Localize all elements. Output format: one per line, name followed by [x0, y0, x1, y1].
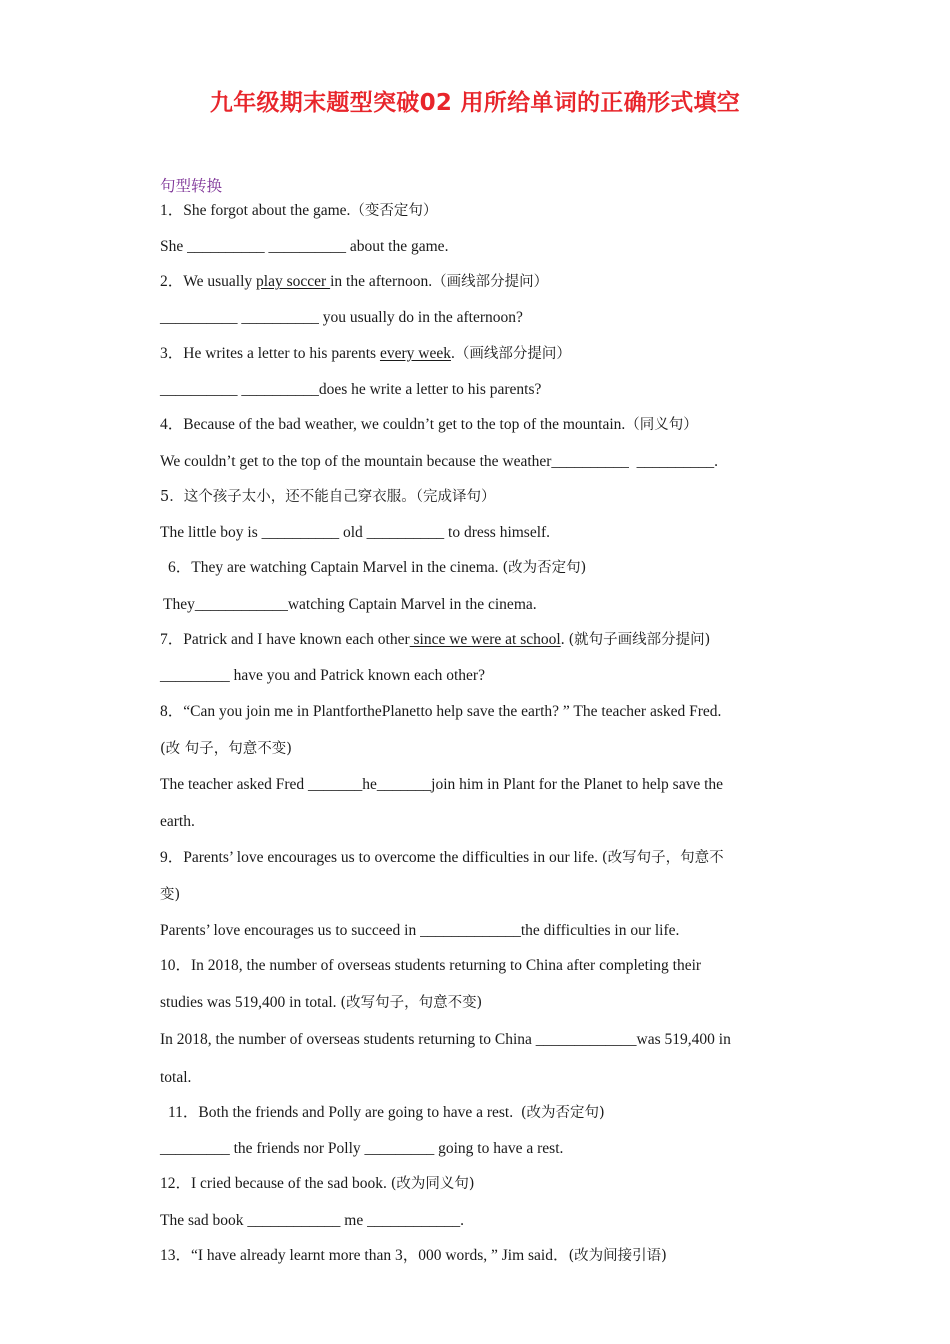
exercise-line: [160, 811, 195, 833]
instruction-note: (改为否定句): [502, 560, 587, 576]
exercise-line: [160, 307, 523, 329]
line-text: total.: [160, 1069, 192, 1086]
exercise-line: [160, 1210, 464, 1232]
line-text: We couldn’t get to the top of the mountain because the weather__________ __________.: [160, 453, 719, 470]
line-text: in the afternoon.: [330, 273, 433, 290]
line-text: 8．“Can you join me in PlantforthePlanetto help save the earth? ” The teacher asked Fred.: [160, 703, 722, 720]
exercise-line: [160, 629, 710, 651]
instruction-note: （同义句）: [625, 417, 698, 433]
instruction-note: 5．这个孩子太小，还不能自己穿衣服。（完成译句）: [160, 489, 496, 505]
line-text: She __________ __________ about the game.: [160, 238, 449, 255]
instruction-note: (改写句子，句意不变): [340, 995, 483, 1011]
instruction-note: (就句子画线部分提问): [568, 632, 711, 648]
instruction-note: (改 句子，句意不变): [160, 741, 292, 757]
exercise-line: [168, 1102, 605, 1124]
line-text: studies was 519,400 in total.: [160, 994, 341, 1011]
instruction-note: 变): [160, 887, 181, 903]
line-text: 13．“I have already learnt more than 3，000 words, ” Jim said．: [160, 1247, 569, 1264]
exercise-line: [160, 847, 724, 869]
line-text: 4．Because of the bad weather, we couldn’t get to the top of the mountain.: [160, 416, 626, 433]
instruction-note: （画线部分提问）: [432, 274, 549, 290]
exercise-line: [160, 992, 482, 1014]
line-text: 1．She forgot about the game.: [160, 202, 351, 219]
line-text: earth.: [160, 813, 195, 830]
underlined-text: since we were at school: [409, 631, 561, 648]
line-text: 11．Both the friends and Polly are going to have a rest.: [168, 1104, 521, 1121]
line-text: The teacher asked Fred _______he_______join him in Plant for the Planet to help save the: [160, 776, 724, 793]
line-text: In 2018, the number of overseas students returning to China _____________was 519,400 in: [160, 1031, 731, 1048]
exercise-line: [160, 414, 698, 436]
exercise-line: [160, 1138, 563, 1160]
line-text: 12．I cried because of the sad book.: [160, 1175, 391, 1192]
line-text: __________ __________ you usually do in the afternoon?: [160, 309, 523, 326]
exercise-line: [163, 594, 537, 616]
exercise-line: [160, 1245, 667, 1267]
exercise-line: [160, 379, 541, 401]
line-text: 2．We usually: [160, 273, 257, 290]
page-title: 九年级期末题型突破02 用所给单词的正确形式填空: [209, 90, 741, 116]
exercise-line: [160, 774, 723, 796]
line-text: 6．They are watching Captain Marvel in the cinema.: [168, 559, 503, 576]
instruction-note: (改为同义句): [390, 1176, 475, 1192]
line-text: The little boy is __________ old __________ to dress himself.: [160, 524, 551, 541]
line-text: 10．In 2018, the number of overseas students returning to China after completing their: [160, 957, 702, 974]
line-text: 3．He writes a letter to his parents: [160, 345, 380, 362]
exercise-line: [160, 451, 718, 473]
exercise-line: [160, 1173, 475, 1195]
exercise-line: [160, 271, 548, 293]
line-text: 7．Patrick and I have known each other: [160, 631, 410, 648]
instruction-note: (改为间接引语): [568, 1248, 667, 1264]
line-text: __________ __________does he write a letter to his parents?: [160, 381, 542, 398]
exercise-line: [160, 486, 495, 508]
line-text: Parents’ love encourages us to succeed in _____________the difficulties in our life.: [160, 922, 680, 939]
line-text: _________ have you and Patrick known each other?: [160, 667, 485, 684]
instruction-note: (改写句子，句意不: [601, 850, 724, 866]
exercise-line: [160, 738, 292, 760]
underlined-text: every week: [379, 345, 451, 362]
exercise-line: [160, 920, 679, 942]
exercise-line: [160, 665, 485, 687]
instruction-note: （变否定句）: [350, 203, 438, 219]
section-heading: 句型转换: [160, 177, 223, 195]
line-text: 9．Parents’ love encourages us to overcome the difficulties in our life.: [160, 849, 602, 866]
line-text: .: [560, 631, 569, 648]
exercise-line: [168, 557, 586, 579]
underlined-text: play soccer: [256, 273, 331, 290]
exercise-line: [160, 1029, 731, 1051]
exercise-line: [160, 955, 701, 977]
line-text: .: [450, 345, 455, 362]
exercise-line: [160, 1067, 191, 1089]
exercise-line: [160, 884, 180, 906]
exercise-line: [160, 522, 550, 544]
instruction-note: (改为否定句): [520, 1105, 605, 1121]
line-text: _________ the friends nor Polly _________ going to have a rest.: [160, 1140, 564, 1157]
line-text: The sad book ____________ me ____________.: [160, 1212, 464, 1229]
instruction-note: （画线部分提问）: [454, 346, 571, 362]
line-text: They____________watching Captain Marvel in the cinema.: [163, 596, 537, 613]
exercise-line: [160, 701, 721, 723]
exercise-line: [160, 343, 571, 365]
exercise-line: [160, 200, 437, 222]
exercise-line: [160, 236, 448, 258]
